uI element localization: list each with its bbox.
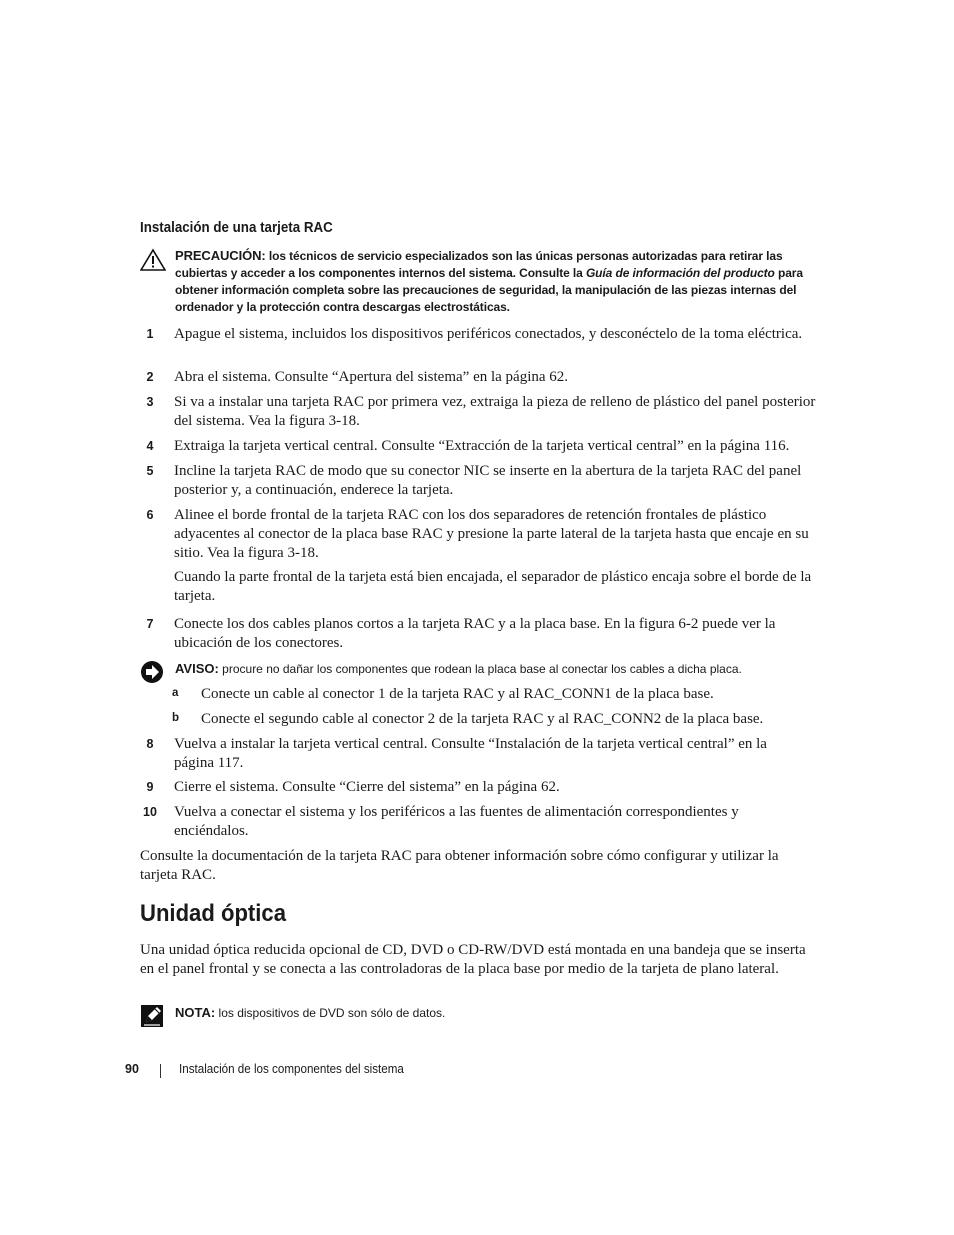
note-text: los dispositivos de DVD son sólo de datos. (218, 1006, 446, 1020)
step-text: Abra el sistema. Consulte “Apertura del sistema” en la página 62. (174, 369, 569, 385)
step-number: 2 (146, 370, 154, 384)
footer-divider (160, 1064, 161, 1078)
step-number: 5 (146, 464, 154, 478)
step-text: Conecte los dos cables planos cortos a la tarjeta RAC y a la placa base. En la figura 6-2 puede ver la ubicación de los conectores. (174, 616, 776, 651)
step-text: Cierre el sistema. Consulte “Cierre del sistema” en la página 62. (174, 779, 560, 795)
step-3 (140, 393, 830, 431)
note (140, 1004, 820, 1022)
step-5 (140, 462, 830, 500)
step-text: Si va a instalar una tarjeta RAC por primera vez, extraiga la pieza de relleno de plástico del panel posterior del sistema. Vea la figura 3-18. (174, 394, 816, 429)
main-heading: Unidad óptica (140, 900, 286, 927)
step-number: 1 (146, 327, 154, 341)
step-number: 6 (146, 508, 154, 522)
step-text: Vuelva a conectar el sistema y los periféricos a las fuentes de alimentación correspondientes y enciéndalos. (174, 804, 739, 839)
step-7 (140, 615, 830, 653)
step-10 (140, 803, 830, 841)
step-9 (140, 778, 830, 797)
substep-text: Conecte el segundo cable al conector 2 de la tarjeta RAC y al RAC_CONN2 de la placa base. (201, 711, 764, 727)
optical-paragraph: Una unidad óptica reducida opcional de CD, DVD o CD-RW/DVD está montada en una bandeja que se inserta en el panel frontal y se conecta a las controladoras de la placa base por medio de la tarjeta de plano lateral. (140, 942, 806, 977)
caution-text-2: para obtener información completa sobre las precauciones de seguridad, la manipulación de las piezas internas del ordenador y la protección contra descargas electrostáticas. (175, 266, 803, 314)
note-pencil-icon (140, 1004, 166, 1028)
notice-text: procure no dañar los componentes que rodean la placa base al conectar los cables a dicha placa. (222, 662, 742, 676)
step-text: Vuelva a instalar la tarjeta vertical central. Consulte “Instalación de la tarjeta vertical central” en la página 117. (174, 736, 767, 771)
section-heading: Instalación de una tarjeta RAC (140, 220, 333, 236)
step-text: Alinee el borde frontal de la tarjeta RAC con los dos separadores de retención frontales de plástico adyacentes al conector de la placa base RAC y presione la parte lateral de la tarjeta hasta que encaje en su sitio. Vea la figura 3-18. (174, 507, 809, 561)
step-8 (140, 735, 830, 773)
note-label: NOTA: (175, 1005, 216, 1020)
step-1 (140, 325, 830, 344)
caution-guide-title: Guía de información del producto (585, 266, 775, 280)
step-number: 3 (146, 395, 154, 409)
substep-letter: a (172, 687, 179, 699)
warning-triangle-icon (140, 248, 166, 272)
page-number: 90 (125, 1062, 139, 1076)
substep-b (172, 710, 832, 729)
step-number: 8 (146, 737, 154, 751)
step6-followup: Cuando la parte frontal de la tarjeta está bien encajada, el separador de plástico encaja sobre el borde de la tarjeta. (174, 569, 812, 604)
step-number: 10 (143, 805, 157, 819)
step-number: 9 (146, 780, 154, 794)
step-6 (140, 506, 830, 563)
step-text: Apague el sistema, incluidos los dispositivos periféricos conectados, y desconéctelo de la toma eléctrica. (174, 326, 803, 342)
substep-letter: b (172, 712, 180, 724)
caution-label: PRECAUCIÓN: (175, 248, 266, 263)
notice-label: AVISO: (175, 661, 219, 676)
step-text: Incline la tarjeta RAC de modo que su conector NIC se inserte en la abertura de la tarjeta RAC del panel posterior y, a continuación, enderece la tarjeta. (174, 463, 802, 498)
substep-a (172, 685, 832, 704)
notice-arrow-icon (140, 660, 166, 684)
step-2 (140, 368, 830, 387)
step-text: Extraiga la tarjeta vertical central. Consulte “Extracción de la tarjeta vertical central” en la página 116. (174, 438, 790, 454)
caution-text-1: los técnicos de servicio especializados son las únicas personas autorizadas para retirar las cubiertas y acceder a los componentes internos del sistema. Consulte la (175, 249, 783, 280)
footer-title: Instalación de los componentes del sistema (179, 1062, 404, 1076)
notice-warning (140, 660, 820, 678)
step-4 (140, 437, 830, 456)
caution-notice (140, 247, 820, 316)
step-number: 7 (146, 617, 154, 631)
closing-paragraph: Consulte la documentación de la tarjeta RAC para obtener información sobre cómo configurar y utilizar la tarjeta RAC. (140, 848, 779, 883)
substep-text: Conecte un cable al conector 1 de la tarjeta RAC y al RAC_CONN1 de la placa base. (201, 686, 714, 702)
step-number: 4 (146, 439, 154, 453)
